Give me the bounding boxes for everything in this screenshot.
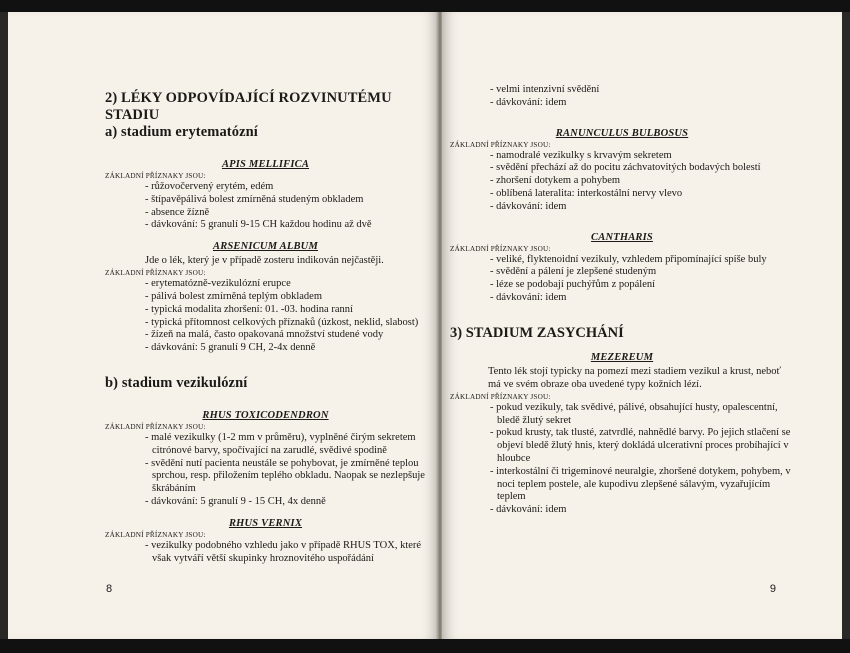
list-item: - interkostální či trigeminové neuralgie, zhoršené dotykem, pohybem, v noci teplem postele, ale kupodivu zlepšené sálavým, vyzařujícím teplem <box>490 466 794 504</box>
list-item: - svědění a pálení je zlepšené studeným <box>490 266 794 279</box>
continued-symptoms <box>450 84 794 110</box>
list-item: - velmi intenzivní svědění <box>490 84 794 97</box>
ranunculus-symptoms <box>450 150 794 214</box>
list-item: - pálivá bolest zmírněná teplým obkladem <box>145 291 426 304</box>
list-item: - typická přítomnost celkových příznaků (úzkost, neklid, slabost) <box>145 317 426 330</box>
remedy-arsenicum: ARSENICUM ALBUM <box>212 241 319 253</box>
list-item: - žízeň na malá, často opakovaná množství studené vody <box>145 329 426 342</box>
right-page <box>442 12 842 639</box>
list-item: - vezikulky podobného vzhledu jako v případě RHUS TOX, které však vytváří větší skupinky hroznovitého uspořádání <box>145 540 426 566</box>
list-item: - oblíbená lateralita: interkostální nervy vlevo <box>490 188 794 201</box>
remedy-cantharis: CANTHARIS <box>591 231 653 243</box>
symptoms-label: ZÁKLADNÍ PŘÍZNAKY JSOU: <box>105 422 206 431</box>
list-item: - erytematózně-vezikulózní erupce <box>145 278 426 291</box>
list-item: - namodralé vezikulky s krvavým sekretem <box>490 150 794 163</box>
subheading-b: b) stadium vezikulózní <box>105 374 248 391</box>
symptoms-label: ZÁKLADNÍ PŘÍZNAKY JSOU: <box>105 269 206 278</box>
symptoms-label: ZÁKLADNÍ PŘÍZNAKY JSOU: <box>450 140 551 149</box>
list-item: - dávkování: 5 granulí 9-15 CH každou hodinu až dvě <box>145 219 426 232</box>
list-item: - pokud vezikuly, tak svědivé, pálivé, obsahující husty, opalescentní, bledě žlutý sekret <box>490 402 794 428</box>
list-item: - dávkování: idem <box>490 201 794 214</box>
arsenicum-symptoms <box>105 278 426 355</box>
list-item: - malé vezikulky (1-2 mm v průměru), vyplněné čirým sekretem citrónové barvy, spočívající na zarudlé, svědivé spodině <box>145 432 426 458</box>
mezereum-symptoms <box>450 402 794 517</box>
left-page <box>8 12 438 639</box>
list-item: - typická modalita zhoršení: 01. -03. hodina ranní <box>145 304 426 317</box>
symptoms-label: ZÁKLADNÍ PŘÍZNAKY JSOU: <box>450 392 551 401</box>
list-item: - léze se podobají puchýřům z popálení <box>490 279 794 292</box>
list-item: - štípavěpálivá bolest zmírněná studeným obkladem <box>145 194 426 207</box>
page-number-right: 9 <box>769 583 776 595</box>
list-item: - absence žízně <box>145 207 426 220</box>
list-item: - dávkování: idem <box>490 97 794 110</box>
list-item: - dávkování: 5 granulí 9 CH, 2-4x denně <box>145 342 426 355</box>
symptoms-label: ZÁKLADNÍ PŘÍZNAKY JSOU: <box>450 244 551 253</box>
cantharis-symptoms <box>450 254 794 305</box>
rhus-tox-symptoms <box>105 432 426 509</box>
list-item: - svědění přechází až do pocitu záchvatovitých bodavých bolestí <box>490 162 794 175</box>
symptoms-label: ZÁKLADNÍ PŘÍZNAKY JSOU: <box>105 172 206 180</box>
list-item: - zhoršení dotykem a pohybem <box>490 175 794 188</box>
apis-symptoms <box>105 181 426 232</box>
arsenicum-intro: Jde o lék, který je v případě zosteru indikován nejčastěji. <box>145 255 384 267</box>
remedy-ranunculus: RANUNCULUS BULBOSUS <box>555 127 689 139</box>
list-item: - pokud krusty, tak tlusté, zatvrdlé, nahnědlé barvy. Po jejich stlačení se objeví bledě žlutý hnis, který dokládá ulcerativní proces probíhající v hloubce <box>490 427 794 465</box>
list-item: - veliké, flyktenoidní vezikuly, vzhledem připomínající spíše buly <box>490 254 794 267</box>
remedy-rhus-tox: RHUS TOXICODENDRON <box>202 409 329 421</box>
section-heading-3: 3) STADIUM ZASYCHÁNÍ <box>450 324 624 341</box>
section-heading-2: 2) LÉKY ODPOVÍDAJÍCÍ ROZVINUTÉMU STADIU <box>105 90 392 123</box>
list-item: - dávkování: 5 granulí 9 - 15 CH, 4x denně <box>145 496 426 509</box>
symptoms-label: ZÁKLADNÍ PŘÍZNAKY JSOU: <box>105 530 206 539</box>
list-item: - dávkování: idem <box>490 292 794 305</box>
remedy-rhus-vernix: RHUS VERNIX <box>228 517 303 529</box>
page-number-left: 8 <box>106 583 113 595</box>
remedy-mezereum: MEZEREUM <box>590 351 654 363</box>
list-item: - dávkování: idem <box>490 504 794 517</box>
list-item: - růžovočervený erytém, edém <box>145 181 426 194</box>
subheading-a: a) stadium erytematózní <box>105 124 258 140</box>
remedy-apis: APIS MELLIFICA <box>221 159 310 170</box>
list-item: - svědění nutí pacienta neustále se pohybovat, je zmírněné teplou sprchou, resp. přiložením teplého obkladu. Naopak se nezlepšuje škrábáním <box>145 458 426 496</box>
mezereum-intro: Tento lék stojí typicky na pomezí mezi stadiem vezikul a krust, neboť má ve svém obraze oba uvedené typy kožních lézí. <box>488 365 782 390</box>
rhus-vernix-symptoms <box>105 540 426 566</box>
